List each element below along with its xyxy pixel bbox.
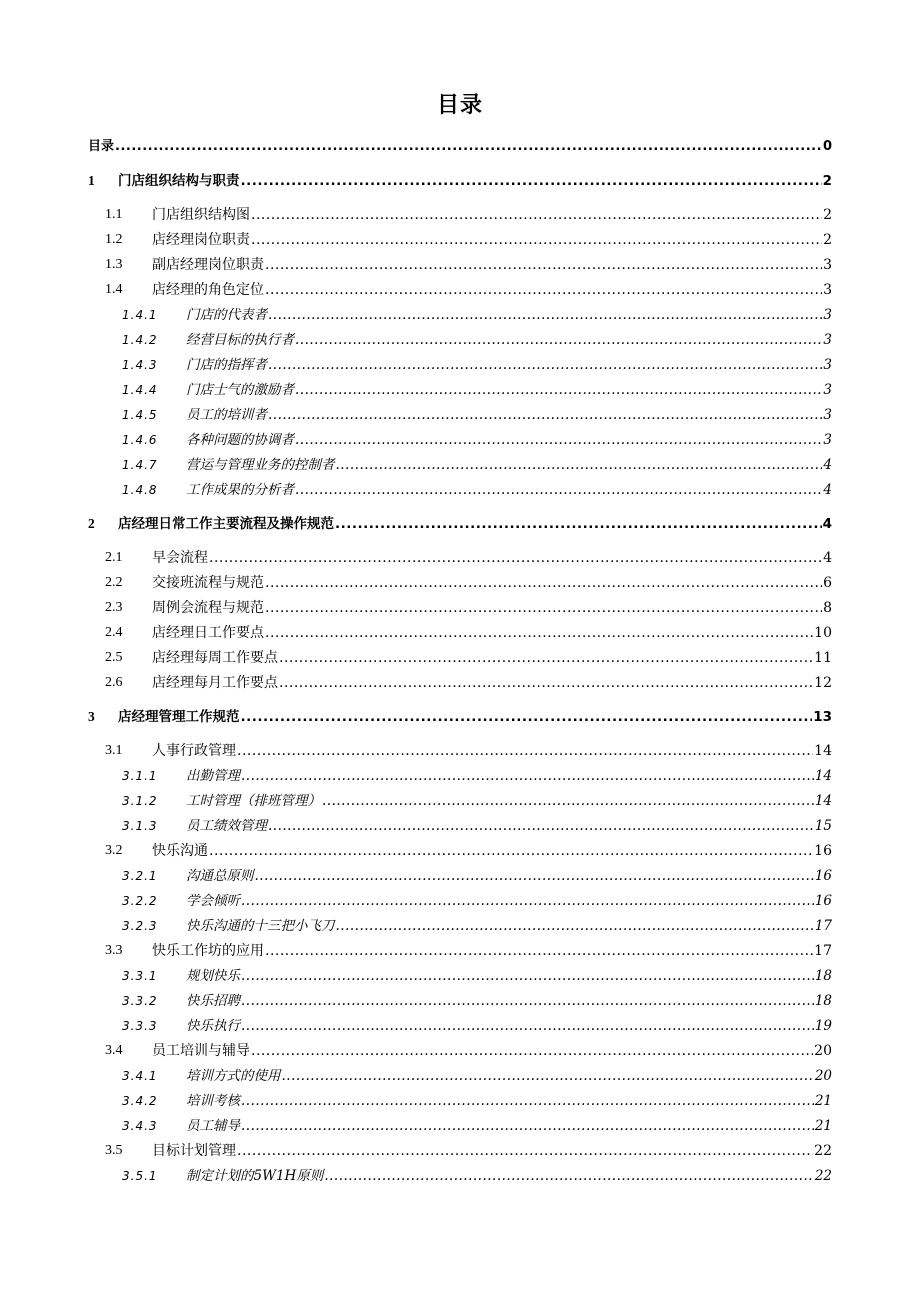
- toc-entry-label: 培训方式的使用: [186, 1068, 281, 1084]
- toc-entry-label: 快乐招聘: [186, 993, 240, 1009]
- toc-entry-label: 工时管理（排班管理）: [186, 793, 321, 809]
- toc-entry-label: 快乐执行: [186, 1018, 240, 1034]
- toc-leader-dots: [241, 1117, 814, 1135]
- toc-entry-label: 制定计划的5W1H原则: [186, 1168, 324, 1184]
- toc-entry[interactable]: [105, 624, 832, 642]
- toc-entry-page-number: 21: [814, 1118, 832, 1134]
- toc-entry[interactable]: [122, 792, 832, 810]
- toc-entry-number: 3.2.2: [122, 894, 158, 908]
- toc-leader-dots: [241, 967, 814, 985]
- toc-entry-label: 快乐沟通: [152, 843, 208, 859]
- toc-entry-label: 门店组织结构图: [152, 207, 250, 223]
- toc-entry-number: 3.5.1: [122, 1169, 158, 1183]
- toc-leader-dots: [115, 138, 822, 156]
- toc-entry[interactable]: [122, 817, 832, 835]
- toc-entry[interactable]: [88, 708, 832, 726]
- toc-entry-label: 周例会流程与规范: [152, 600, 264, 616]
- toc-leader-dots: [241, 892, 814, 910]
- toc-entry-page-number: 22: [814, 1168, 832, 1184]
- toc-leader-dots: [265, 256, 822, 274]
- toc-entry-label: 快乐工作坊的应用: [152, 943, 264, 959]
- toc-entry-number: 3.3.1: [122, 969, 158, 983]
- toc-entry[interactable]: [105, 256, 832, 274]
- toc-leader-dots: [295, 381, 822, 399]
- toc-entry[interactable]: [105, 942, 832, 960]
- toc-entry-label: 门店组织结构与职责: [118, 173, 240, 189]
- toc-leader-dots: [335, 515, 822, 533]
- toc-entry-page-number: 15: [814, 818, 832, 834]
- toc-entry-page-number: 16: [814, 843, 832, 859]
- toc-entry[interactable]: [122, 331, 832, 349]
- toc-leader-dots: [268, 817, 814, 835]
- toc-leader-dots: [241, 708, 813, 726]
- toc-entry-page-number: 14: [814, 743, 832, 759]
- toc-entry[interactable]: [88, 515, 832, 533]
- toc-entry-page-number: 2: [822, 173, 832, 189]
- toc-leader-dots: [268, 356, 822, 374]
- toc-entry-page-number: 18: [814, 993, 832, 1009]
- toc-entry[interactable]: [105, 599, 832, 617]
- toc-entry-number: 3: [88, 709, 95, 724]
- toc-leader-dots: [336, 917, 814, 935]
- toc-entry-page-number: 20: [814, 1043, 832, 1059]
- toc-entry-page-number: 6: [823, 575, 832, 591]
- toc-entry-number: 1.4.3: [122, 358, 158, 372]
- toc-entry-page-number: 17: [814, 943, 832, 959]
- toc-entry-label: 门店的指挥者: [186, 357, 267, 373]
- toc-entry-page-number: 3: [823, 382, 832, 398]
- toc-entry[interactable]: [122, 1092, 832, 1110]
- toc-entry-page-number: 20: [814, 1068, 832, 1084]
- toc-entry-label: 店经理每月工作要点: [152, 675, 278, 691]
- toc-entry-label: 目录: [88, 139, 115, 154]
- toc-entry-page-number: 3: [823, 282, 832, 298]
- toc-leader-dots: [336, 456, 823, 474]
- toc-entry-number: 3.4: [105, 1043, 123, 1058]
- toc-entry-number: 3.1.3: [122, 819, 158, 833]
- toc-entry-page-number: 0: [822, 139, 832, 154]
- toc-entry-number: 1.4.4: [122, 383, 158, 397]
- toc-leader-dots: [295, 331, 822, 349]
- toc-entry-number: 1.4.2: [122, 333, 158, 347]
- toc-leader-dots: [251, 231, 822, 249]
- toc-entry-page-number: 2: [823, 207, 832, 223]
- toc-leader-dots: [241, 767, 814, 785]
- toc-entry-number: 1.1: [105, 207, 123, 222]
- toc-leader-dots: [279, 674, 813, 692]
- toc-entry-label: 店经理岗位职责: [152, 232, 250, 248]
- toc-entry[interactable]: [105, 674, 832, 692]
- toc-entry[interactable]: [88, 172, 832, 190]
- toc-entry-label: 店经理每周工作要点: [152, 650, 278, 666]
- toc-leader-dots: [251, 206, 822, 224]
- toc-leader-dots: [237, 742, 813, 760]
- toc-entry-label: 培训考核: [186, 1093, 240, 1109]
- toc-entry-number: 3.1.1: [122, 769, 158, 783]
- toc-leader-dots: [265, 624, 813, 642]
- toc-leader-dots: [268, 306, 822, 324]
- toc-entry[interactable]: [122, 356, 832, 374]
- toc-entry[interactable]: [88, 138, 832, 156]
- toc-entry-page-number: 10: [814, 625, 832, 641]
- toc-leader-dots: [241, 1017, 814, 1035]
- toc-leader-dots: [209, 842, 813, 860]
- toc-leader-dots: [241, 992, 814, 1010]
- toc-entry-number: 1.4.5: [122, 408, 158, 422]
- toc-leader-dots: [255, 867, 814, 885]
- toc-entry[interactable]: [122, 306, 832, 324]
- toc-entry[interactable]: [122, 406, 832, 424]
- toc-entry-number: 3.2.3: [122, 919, 158, 933]
- toc-entry[interactable]: [105, 742, 832, 760]
- toc-leader-dots: [279, 649, 813, 667]
- toc-entry-number: 1.4.7: [122, 458, 158, 472]
- toc-entry-page-number: 8: [823, 600, 832, 616]
- toc-entry-label: 沟通总原则: [186, 868, 254, 884]
- toc-entry-label: 经营目标的执行者: [186, 332, 294, 348]
- toc-entry-number: 3.5: [105, 1143, 123, 1158]
- toc-entry[interactable]: [122, 1067, 832, 1085]
- toc-leader-dots: [237, 1142, 813, 1160]
- toc-entry-label: 早会流程: [152, 550, 208, 566]
- page-title: 目录: [436, 93, 483, 118]
- toc-entry-number: 1.4.6: [122, 433, 158, 447]
- toc-entry-number: 3.4.3: [122, 1119, 158, 1133]
- toc-entry-page-number: 4: [823, 457, 832, 473]
- toc-entry-label: 出勤管理: [186, 768, 240, 784]
- toc-leader-dots: [282, 1067, 814, 1085]
- toc-entry-number: 1: [88, 173, 95, 188]
- toc-entry-number: 1.4.1: [122, 308, 158, 322]
- toc-entry-label: 营运与管理业务的控制者: [186, 457, 335, 473]
- toc-entry-page-number: 4: [823, 482, 832, 498]
- toc-entry-number: 1.3: [105, 257, 123, 272]
- toc-entry-number: 3.2: [105, 843, 123, 858]
- toc-entry-page-number: 3: [823, 357, 832, 373]
- toc-entry-page-number: 12: [814, 675, 832, 691]
- toc-entry-number: 2.6: [105, 675, 123, 690]
- toc-entry-page-number: 19: [814, 1018, 832, 1034]
- toc-leader-dots: [265, 599, 822, 617]
- toc-entry-page-number: 4: [822, 516, 832, 532]
- toc-entry[interactable]: [105, 842, 832, 860]
- toc-entry-page-number: 22: [814, 1143, 832, 1159]
- toc-entry[interactable]: [122, 1117, 832, 1135]
- toc-entry-label: 员工培训与辅导: [152, 1043, 250, 1059]
- toc-entry-number: 2.5: [105, 650, 123, 665]
- toc-entry-page-number: 11: [814, 650, 832, 666]
- toc-entry-number: 2.1: [105, 550, 123, 565]
- toc-entry-label: 员工的培训者: [186, 407, 267, 423]
- toc-entry-page-number: 17: [814, 918, 832, 934]
- toc-entry-number: 3.3: [105, 943, 123, 958]
- toc-entry[interactable]: [122, 767, 832, 785]
- toc-leader-dots: [295, 481, 822, 499]
- toc-entry[interactable]: [105, 549, 832, 567]
- toc-entry[interactable]: [105, 281, 832, 299]
- toc-entry-label: 各种问题的协调者: [186, 432, 294, 448]
- toc-entry[interactable]: [122, 481, 832, 499]
- toc-leader-dots: [265, 574, 822, 592]
- toc-leader-dots: [295, 431, 822, 449]
- toc-entry[interactable]: [105, 1042, 832, 1060]
- toc-entry-page-number: 14: [814, 793, 832, 809]
- toc-entry-number: 1.4: [105, 282, 123, 297]
- toc-entry-label: 工作成果的分析者: [186, 482, 294, 498]
- toc-entry-number: 3.4.2: [122, 1094, 158, 1108]
- toc-entry[interactable]: [105, 206, 832, 224]
- toc-entry-number: 2.2: [105, 575, 123, 590]
- toc-entry-page-number: 18: [814, 968, 832, 984]
- toc-entry-page-number: 16: [814, 893, 832, 909]
- toc-entry-label: 员工辅导: [186, 1118, 240, 1134]
- toc-entry-label: 员工绩效管理: [186, 818, 267, 834]
- toc-entry-number: 3.4.1: [122, 1069, 158, 1083]
- toc-entry-label: 门店士气的激励者: [186, 382, 294, 398]
- toc-entry[interactable]: [122, 917, 832, 935]
- toc-entry-page-number: 3: [823, 407, 832, 423]
- toc-entry-page-number: 21: [814, 1093, 832, 1109]
- toc-leader-dots: [265, 281, 822, 299]
- toc-entry-label: 店经理日常工作主要流程及操作规范: [118, 516, 334, 532]
- toc-entry-page-number: 16: [814, 868, 832, 884]
- toc-entry[interactable]: [122, 992, 832, 1010]
- toc-leader-dots: [324, 1167, 813, 1185]
- toc-entry[interactable]: [105, 1142, 832, 1160]
- toc-entry[interactable]: [122, 1167, 832, 1185]
- toc-entry-page-number: 3: [823, 257, 832, 273]
- toc-entry[interactable]: [122, 1017, 832, 1035]
- toc-entry-number: 3.1.2: [122, 794, 158, 808]
- toc-leader-dots: [322, 792, 814, 810]
- toc-leader-dots: [251, 1042, 813, 1060]
- toc-entry-number: 2.3: [105, 600, 123, 615]
- toc-entry-label: 学会倾听: [186, 893, 240, 909]
- toc-entry-number: 1.4.8: [122, 483, 158, 497]
- toc-entry-page-number: 14: [814, 768, 832, 784]
- toc-entry-page-number: 3: [823, 432, 832, 448]
- toc-entry-number: 1.2: [105, 232, 123, 247]
- toc-entry-label: 店经理的角色定位: [152, 282, 264, 298]
- toc-entry[interactable]: [122, 381, 832, 399]
- toc-leader-dots: [209, 549, 822, 567]
- toc-entry-number: 3.2.1: [122, 869, 158, 883]
- toc-entry-number: 2: [88, 516, 95, 531]
- toc-entry-label: 规划快乐: [186, 968, 240, 984]
- toc-entry-label: 门店的代表者: [186, 307, 267, 323]
- toc-leader-dots: [241, 172, 822, 190]
- toc-entry[interactable]: [122, 967, 832, 985]
- toc-entry-page-number: 4: [823, 550, 832, 566]
- toc-entry-label: 交接班流程与规范: [152, 575, 264, 591]
- toc-leader-dots: [268, 406, 822, 424]
- toc-entry-number: 3.3.3: [122, 1019, 158, 1033]
- toc-entry-number: 3.1: [105, 743, 123, 758]
- toc-entry-label: 目标计划管理: [152, 1143, 236, 1159]
- toc-entry-label: 人事行政管理: [152, 743, 236, 759]
- toc-entry-page-number: 3: [823, 307, 832, 323]
- toc-entry-page-number: 2: [823, 232, 832, 248]
- toc-entry-label: 快乐沟通的十三把小飞刀: [186, 918, 335, 934]
- toc-entry[interactable]: [105, 231, 832, 249]
- toc-entry-page-number: 13: [813, 709, 832, 725]
- toc-entry[interactable]: [122, 431, 832, 449]
- toc-entry[interactable]: [105, 649, 832, 667]
- toc-leader-dots: [265, 942, 813, 960]
- toc-entry-number: 2.4: [105, 625, 123, 640]
- toc-entry[interactable]: [122, 892, 832, 910]
- toc-entry[interactable]: [122, 456, 832, 474]
- toc-entry[interactable]: [122, 867, 832, 885]
- toc-entry[interactable]: [105, 574, 832, 592]
- toc-entry-label: 店经理管理工作规范: [118, 709, 240, 725]
- toc-entry-page-number: 3: [823, 332, 832, 348]
- toc-entry-label: 店经理日工作要点: [152, 625, 264, 641]
- toc-entry-label: 副店经理岗位职责: [152, 257, 264, 273]
- toc-leader-dots: [241, 1092, 814, 1110]
- toc-entry-number: 3.3.2: [122, 994, 158, 1008]
